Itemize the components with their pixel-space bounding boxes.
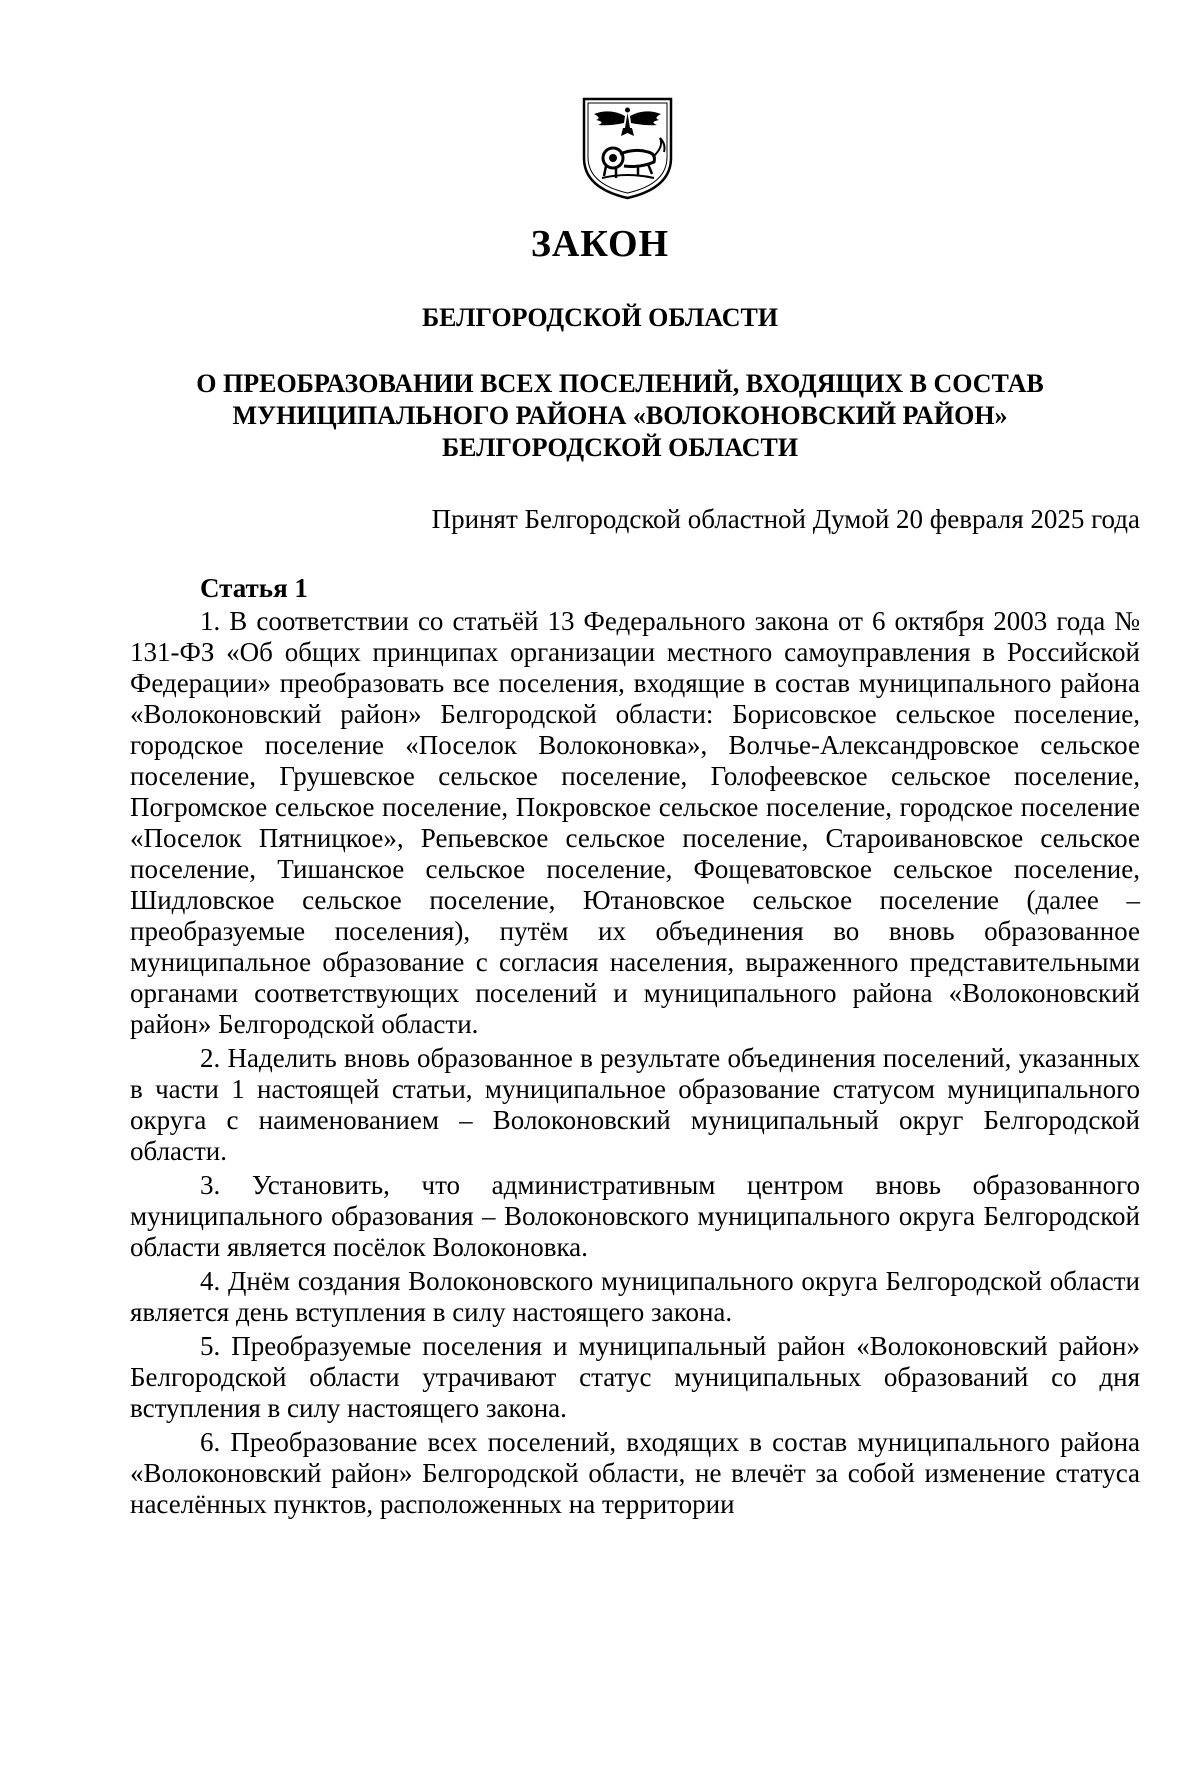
document-description bbox=[130, 368, 1110, 464]
article-paragraph: 3. Установить, что административным центром вновь образованного муниципального образования – Волоконовского муниципального округа Белгородской области является посёлок Волоконовка. bbox=[130, 1170, 1140, 1262]
document-title: ЗАКОН bbox=[530, 223, 670, 265]
document-subtitle: БЕЛГОРОДСКОЙ ОБЛАСТИ bbox=[421, 303, 779, 332]
article-title: Статья 1 bbox=[200, 573, 308, 603]
description-line: МУНИЦИПАЛЬНОГО РАЙОНА «ВОЛОКОНОВСКИЙ РАЙОН» bbox=[232, 401, 1008, 430]
article-paragraph: 2. Наделить вновь образованное в результате объединения поселений, указанных в части 1 настоящей статьи, муниципальное образование статусом муниципального округа с наименованием – Волоконовский муниципальный округ Белгородской области. bbox=[130, 1043, 1140, 1166]
description-line: О ПРЕОБРАЗОВАНИИ ВСЕХ ПОСЕЛЕНИЙ, ВХОДЯЩИХ В СОСТАВ bbox=[196, 369, 1044, 398]
description-line: БЕЛГОРОДСКОЙ ОБЛАСТИ bbox=[441, 433, 799, 462]
coat-of-arms-icon bbox=[580, 96, 675, 201]
article-paragraph: 6. Преобразование всех поселений, входящих в состав муниципального района «Волоконовский район» Белгородской области, не влечёт за собой изменение статуса населённых пунктов, расположенных на территории bbox=[130, 1427, 1140, 1519]
article-paragraph: 1. В соответствии со статьёй 13 Федерального закона от 6 октября 2003 года № 131-ФЗ «Об общих принципах организации местного самоуправления в Российской Федерации» преобразовать все поселения, входящие в состав муниципального района «Волоконовский район» Белгородской области: Борисовское сельское поселение, городское поселение «Поселок Волоконовка», Волчье-Александровское сельское поселение, Грушевское сельское поселение, Голофеевское сельское поселение, Погромское сельское поселение, Покровское сельское поселение, городское поселение «Поселок Пятницкое», Репьевское сельское поселение, Староивановское сельское поселение, Тишанское сельское поселение, Фощеватовское сельское поселение, Шидловское сельское поселение, Ютановское сельское поселение (далее – преобразуемые поселения), путём их объединения во вновь образованное муниципальное образование с согласия населения, выраженного представительными органами соответствующих поселений и муниципального района «Волоконовский район» Белгородской области. bbox=[130, 606, 1140, 1039]
article-paragraph: 4. Днём создания Волоконовского муниципального округа Белгородской области является день вступления в силу настоящего закона. bbox=[130, 1266, 1140, 1327]
article-body bbox=[130, 606, 1140, 1523]
adoption-note: Принят Белгородской областной Думой 20 февраля 2025 года bbox=[431, 504, 1140, 534]
article-paragraph: 5. Преобразуемые поселения и муниципальный район «Волоконовский район» Белгородской области утрачивают статус муниципальных образований со дня вступления в силу настоящего закона. bbox=[130, 1331, 1140, 1423]
